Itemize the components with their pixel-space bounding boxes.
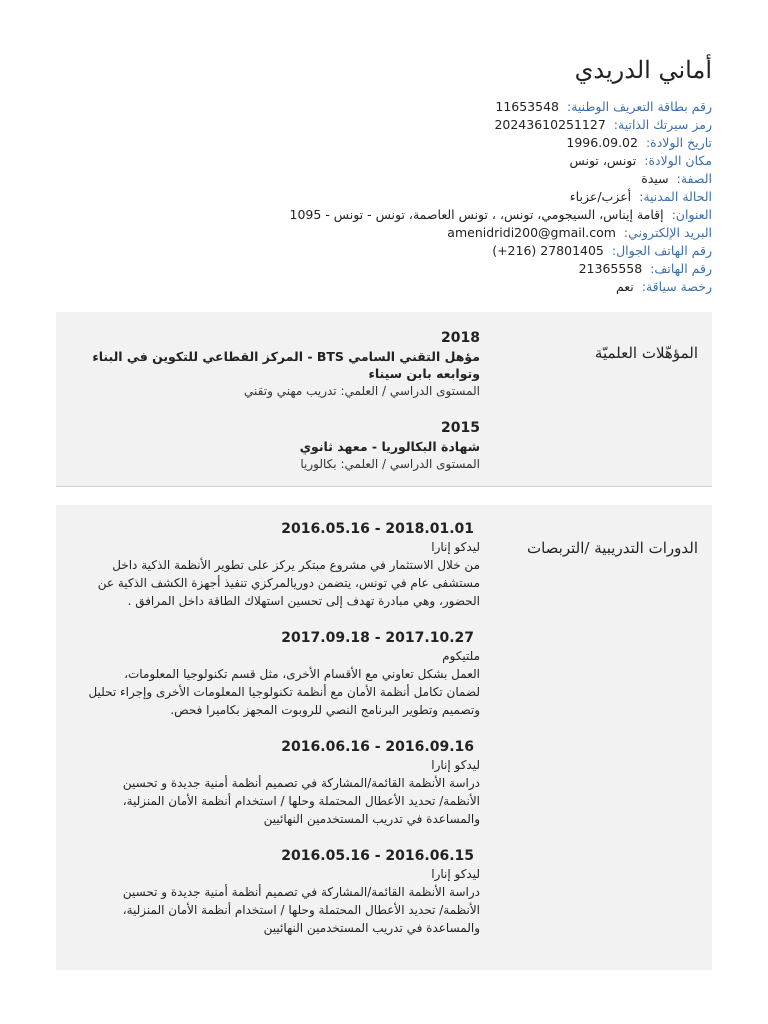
entry-description: من خلال الاستثمار في مشروع مبتكر يركز على تطوير الأنظمة الذكية داخل مستشفى عام في تونس، يتضمن دوريالمركزي تنفيذ أجهزة الكشف الذكية عن الحضور، وهي مبادرة تهدف إلى تحسين استهلاك الطاقة داخل المرافق .	[97, 558, 480, 608]
entry-date: 2017.09.18 - 2017.10.27	[281, 630, 474, 646]
training-entry	[88, 628, 480, 719]
info-label: تاريخ الولادة:	[645, 135, 712, 150]
info-row-address	[289, 206, 712, 224]
info-row-title	[292, 170, 712, 188]
training-entry	[88, 737, 480, 828]
info-label: الحالة المدنية:	[639, 189, 712, 204]
info-row-driving-license	[292, 278, 712, 296]
training-entry	[88, 846, 480, 937]
section-title: الدورات التدريبية /التربصات	[526, 539, 698, 557]
info-value: 21365558	[578, 261, 643, 276]
info-label: الصفة:	[676, 171, 712, 186]
entry-level: المستوى الدراسي / العلمي: بكالوريا	[300, 457, 480, 471]
entry-organization: ليدكو إنارا	[431, 540, 480, 554]
info-value: 11653548	[495, 99, 559, 114]
info-value: amenidridi200@gmail.com	[447, 225, 616, 240]
entry-date: 2015	[441, 420, 480, 436]
info-row-email	[292, 224, 712, 242]
info-value: 20243610251127	[494, 117, 606, 132]
info-label: رقم الهاتف الجوال:	[611, 243, 712, 258]
info-value: تونس، تونس	[569, 153, 637, 168]
info-value: 1996.09.02	[566, 135, 638, 150]
trainings-list	[88, 519, 480, 955]
info-row-birth-date	[292, 134, 712, 152]
info-row-birth-place	[292, 152, 712, 170]
info-value: إقامة إيناس، السيجومي، تونس، ، تونس العاصمة، تونس - تونس - 1095	[289, 207, 664, 222]
info-label: العنوان:	[671, 207, 712, 222]
info-row-phone	[292, 260, 712, 278]
info-label: رمز سيرتك الذاتية:	[613, 117, 712, 132]
qualifications-list	[80, 328, 480, 491]
entry-description: دراسة الأنظمة القائمة/المشاركة في تصميم أنظمة أمنية جديدة و تحسين الأنظمة/ تحديد الأعطال المحتملة وحلها / استخدام أنظمة الأمان المنزلية، والمساعدة في تدريب المستخدمين النهائيين	[122, 776, 480, 826]
qualifications-section	[56, 312, 712, 487]
entry-organization: ليدكو إنارا	[431, 758, 480, 772]
entry-date: 2016.05.16 - 2016.06.15	[281, 848, 474, 864]
entry-organization: ليدكو إنارا	[431, 867, 480, 881]
info-label: رقم الهاتف:	[650, 261, 712, 276]
qualification-entry	[80, 418, 480, 473]
entry-description: العمل بشكل تعاوني مع الأقسام الأخرى، مثل قسم تكنولوجيا المعلومات، لضمان تكامل أنظمة الأمان مع أنظمة تكنولوجيا المعلومات الأخرى وإجراء تحليل وتصميم وتطوير البرنامج النصي للروبوت المجهز بكاميرا فحص.	[88, 667, 480, 717]
entry-description: دراسة الأنظمة القائمة/المشاركة في تصميم أنظمة أمنية جديدة و تحسين الأنظمة/ تحديد الأعطال المحتملة وحلها / استخدام أنظمة الأمان المنزلية، والمساعدة في تدريب المستخدمين النهائيين	[122, 885, 480, 935]
info-label: رخصة سياقة:	[641, 279, 712, 294]
info-value: أعزب/عزباء	[569, 189, 632, 204]
info-row-cv-code	[292, 116, 712, 134]
entry-title: شهادة البكالوريا - معهد ثانوي	[299, 439, 480, 454]
info-label: البريد الإلكتروني:	[623, 225, 712, 240]
training-entry	[88, 519, 480, 610]
info-row-marital-status	[292, 188, 712, 206]
info-label: مكان الولادة:	[644, 153, 712, 168]
info-value: نعم	[615, 279, 634, 294]
info-row-national-id	[292, 98, 712, 116]
personal-info	[289, 98, 712, 296]
person-name: أماني الدريدي	[574, 56, 712, 84]
info-label: رقم بطاقة التعريف الوطنية:	[566, 99, 712, 114]
qualification-entry	[80, 328, 480, 400]
info-row-mobile	[292, 242, 712, 260]
entry-organization: ملتيكوم	[442, 649, 480, 663]
entry-level: المستوى الدراسي / العلمي: تدريب مهني وتقني	[244, 384, 480, 398]
info-value: (+216) 27801405	[492, 243, 604, 258]
entry-title: مؤهل التقني السامي BTS - المركز القطاعي للتكوين في البناء وتوابعه بابن سيناء	[92, 349, 480, 381]
entry-date: 2018	[441, 330, 480, 346]
entry-date: 2016.06.16 - 2016.09.16	[281, 739, 474, 755]
entry-date: 2016.05.16 - 2018.01.01	[281, 521, 474, 537]
info-value: سيدة	[641, 171, 669, 186]
trainings-section	[56, 505, 712, 970]
section-title: المؤهّلات العلميّة	[594, 344, 698, 362]
